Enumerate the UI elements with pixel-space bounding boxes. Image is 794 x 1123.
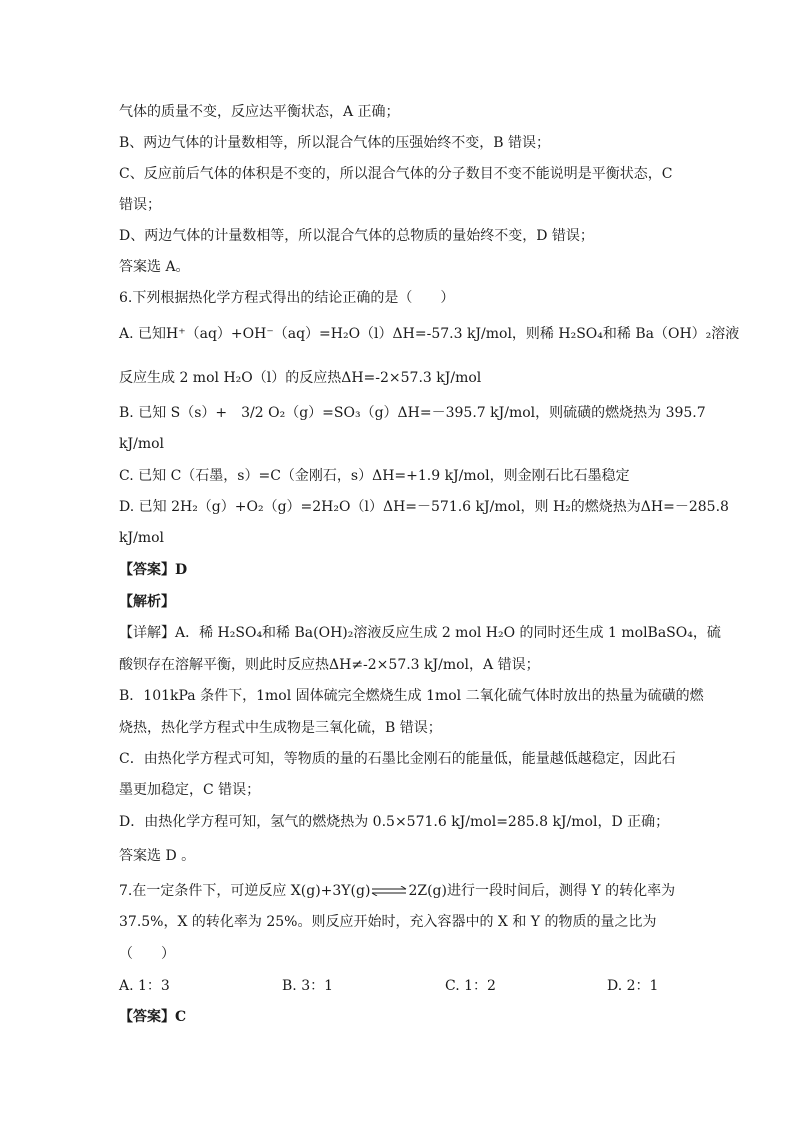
prev-answer-line-a: 气体的质量不变，反应达平衡状态，A 正确； bbox=[119, 104, 400, 120]
q6-option-a-line2: 反应生成 2 mol H₂O（l）的反应热ΔH=-2×57.3 kJ/mol bbox=[119, 370, 482, 386]
q7-option-b: B. 3：1 bbox=[282, 978, 334, 994]
q6-option-b-line1: B. 已知 S（s）+ 3/2 O₂（g）=SO₃（g）ΔH=－395.7 kJ/mol，则硫磺的燃烧热为 395.7 bbox=[119, 405, 706, 421]
q6-detail-line6: 墨更加稳定，C 错误； bbox=[119, 782, 261, 798]
q7-option-a: A. 1：3 bbox=[119, 978, 170, 994]
q6-option-d-line2: kJ/mol bbox=[119, 530, 164, 546]
prev-answer-line-c1: C、反应前后气体的体积是不变的，所以混合气体的分子数目不变不能说明是平衡状态，C bbox=[119, 166, 673, 182]
prev-answer-line-b: B、两边气体的计量数相等，所以混合气体的压强始终不变，B 错误； bbox=[119, 135, 551, 151]
prev-answer-line-d: D、两边气体的计量数相等，所以混合气体的总物质的量始终不变，D 错误； bbox=[119, 228, 594, 244]
q6-analysis-label: 【解析】 bbox=[119, 594, 175, 610]
equilibrium-arrow-icon bbox=[371, 886, 407, 896]
q7-option-c: C. 1：2 bbox=[445, 978, 496, 994]
q7-stem-line2: 37.5%，X 的转化率为 25%。则反应开始时，充入容器中的 X 和 Y 的物质的量之比为 bbox=[119, 914, 657, 930]
q6-option-c-line1: C. 已知 C（石墨，s）=C（金刚石，s）ΔH=+1.9 kJ/mol，则金刚石比石墨稳定 bbox=[119, 468, 630, 484]
q6-detail-line5: C．由热化学方程式可知，等物质的量的石墨比金刚石的能量低，能量越低越稳定，因此石 bbox=[119, 751, 676, 767]
q7-stem-line3: （ ） bbox=[119, 946, 175, 962]
q6-option-d-line1: D. 已知 2H₂（g）+O₂（g）=2H₂O（l）ΔH=－571.6 kJ/mol，则 H₂的燃烧热为ΔH=－285.8 bbox=[119, 499, 729, 515]
prev-answer-final: 答案选 A。 bbox=[119, 259, 190, 275]
q6-detail-line3: B．101kPa 条件下，1mol 固体硫完全燃烧生成 1mol 二氧化硫气体时放出的热量为硫磺的燃 bbox=[119, 688, 704, 704]
q7-stem-part2: 2Z(g)进行一段时间后，测得 Y 的转化率为 bbox=[408, 883, 676, 899]
q6-detail-line4: 烧热，热化学方程式中生成物是三氧化硫，B 错误； bbox=[119, 720, 442, 736]
q7-stem-part1: 7.在一定条件下，可逆反应 X(g)+3Y(g) bbox=[119, 883, 371, 899]
q6-detail-line2: 酸钡存在溶解平衡，则此时反应热ΔH≠-2×57.3 kJ/mol，A 错误； bbox=[119, 657, 540, 673]
q6-answer: 【答案】D bbox=[119, 562, 188, 578]
q7-option-d: D. 2：1 bbox=[607, 978, 659, 994]
q7-stem-line1 bbox=[119, 881, 675, 901]
q7-answer: 【答案】C bbox=[119, 1009, 187, 1025]
q6-option-b-line2: kJ/mol bbox=[119, 436, 164, 452]
q6-detail-line7: D．由热化学方程可知，氢气的燃烧热为 0.5×571.6 kJ/mol=285.8 kJ/mol，D 正确； bbox=[119, 814, 670, 830]
q6-stem: 6.下列根据热化学方程式得出的结论正确的是（ ） bbox=[119, 290, 455, 306]
q6-option-a-line1: A. 已知H⁺（aq）+OH⁻（aq）=H₂O（l）ΔH=-57.3 kJ/mol，则稀 H₂SO₄和稀 Ba（OH）₂溶液 bbox=[119, 326, 740, 342]
q6-final: 答案选 D 。 bbox=[119, 848, 196, 864]
prev-answer-line-c2: 错误； bbox=[119, 197, 161, 213]
q6-detail-line1: 【详解】A．稀 H₂SO₄和稀 Ba(OH)₂溶液反应生成 2 mol H₂O 的同时还生成 1 molBaSO₄，硫 bbox=[119, 625, 721, 641]
